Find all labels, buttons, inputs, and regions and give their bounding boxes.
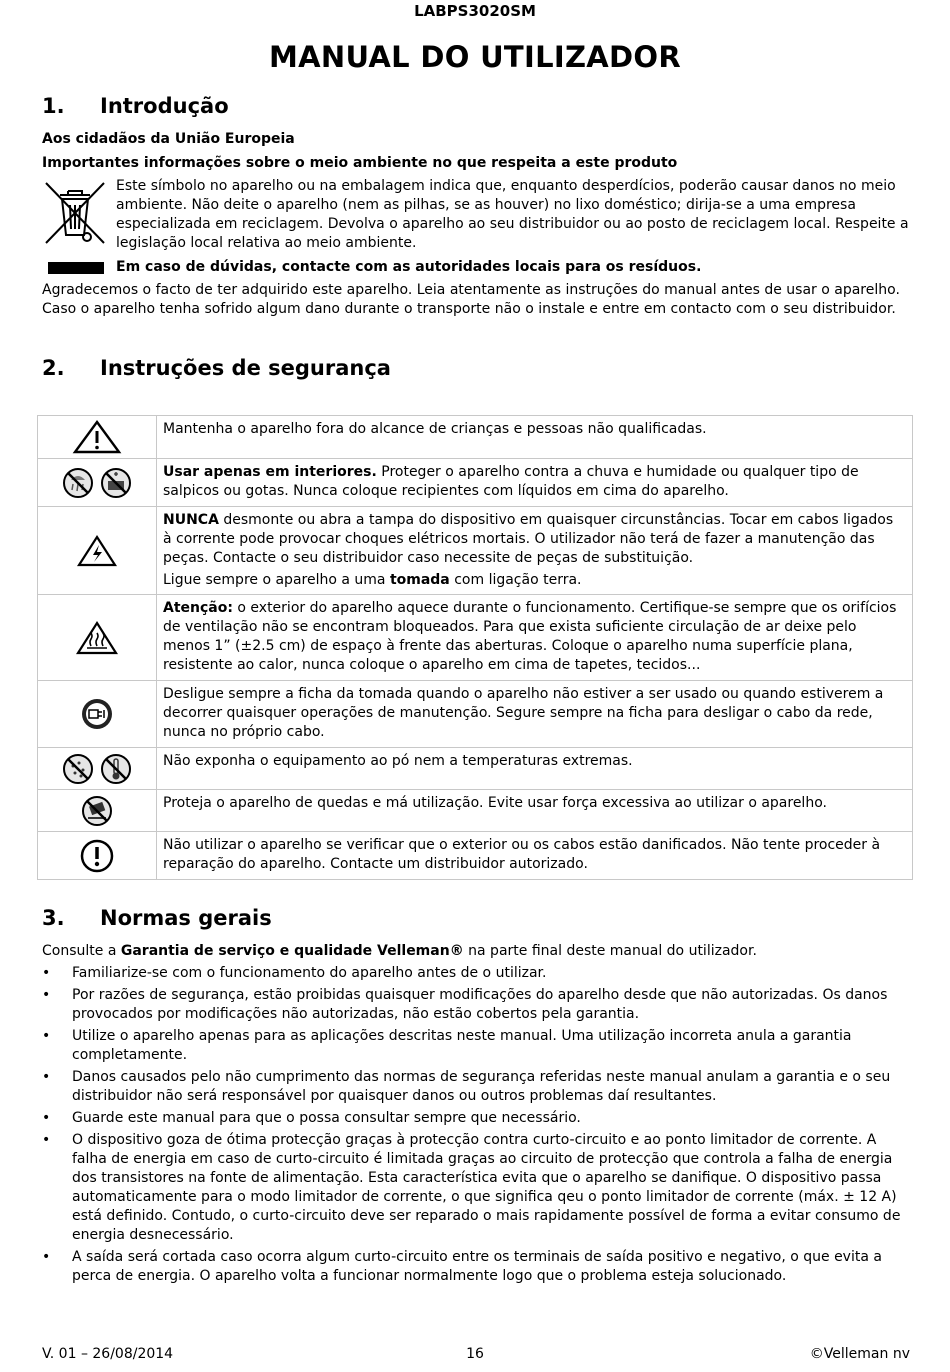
no-dust-icon	[61, 761, 99, 777]
exclamation-circle-icon	[79, 848, 115, 864]
list-item: • Utilize o aparelho apenas para as aplicações descritas neste manual. Uma utilização incorreta anula a garantia completamente.	[42, 1027, 912, 1065]
text-cell	[157, 595, 913, 681]
text-bold: Garantia de serviço e qualidade Velleman®	[120, 943, 464, 959]
model-number: LABPS3020SM	[414, 2, 536, 20]
hot-surface-icon	[75, 630, 119, 646]
no-rain-icon	[61, 475, 99, 491]
text-cell: Não utilizar o aparelho se verificar que o exterior ou os cabos estão danificados. Não tente proceder à reparação do aparelho. Contacte um distribuidor autorizado.	[157, 832, 913, 880]
list-item: • Familiarize-se com o funcionamento do aparelho antes de o utilizar.	[42, 964, 912, 983]
icon-cell	[38, 832, 157, 880]
text-bold: NUNCA	[163, 512, 219, 528]
section-number: 2.	[42, 356, 65, 380]
list-item: • Guarde este manual para que o possa consultar sempre que necessário.	[42, 1109, 912, 1128]
weee-black-bar	[48, 262, 104, 274]
section-title: Normas gerais	[100, 906, 272, 930]
icon-cell	[38, 595, 157, 681]
text-bold: Usar apenas em interiores.	[163, 464, 377, 480]
unplug-icon	[80, 706, 114, 722]
table-row	[38, 595, 913, 681]
text-cell: Desligue sempre a ficha da tomada quando o aparelho não estiver a ser usado ou quando estiverem a decorrer quaisquer operações de manutenção. Segure sempre na ficha para desligar o cabo da rede, nunca no próprio cabo.	[157, 681, 913, 748]
table-row	[38, 507, 913, 595]
section-number: 1.	[42, 94, 65, 118]
subheading-environment: Importantes informações sobre o meio ambiente no que respeita a este produto	[42, 155, 678, 171]
text-normal: Proteger o aparelho contra a chuva e humidade ou qualquer tipo de salpicos ou gotas. Nunca coloque recipientes com líquidos em cima do aparelho.	[163, 464, 859, 499]
icon-cell	[38, 459, 157, 507]
text-normal: Consulte a	[42, 943, 121, 959]
section-2-heading	[42, 356, 391, 380]
warning-triangle-icon	[72, 429, 122, 445]
no-extreme-temperature-icon	[99, 761, 133, 777]
list-item: • Danos causados pelo não cumprimento das normas de segurança referidas neste manual anulam a garantia e o seu distribuidor não será responsável por quaisquer danos ou outros problemas daí resultantes.	[42, 1068, 912, 1106]
weee-bin-icon	[42, 179, 108, 247]
weee-text: Este símbolo no aparelho ou na embalagem indica que, enquanto desperdícios, poderão causar danos no meio ambiente. Não deite o aparelho (nem as pilhas, se as houver) no lixo doméstico; dirija-se a uma empresa especializada em reciclagem. Devolva o aparelho ao seu distribuidor ou ao posto de reciclagem local. Respeite a legislação local relativa ao meio ambiente.	[116, 178, 909, 251]
text-cell: Não exponha o equipamento ao pó nem a temperaturas extremas.	[157, 748, 913, 790]
table-row	[38, 832, 913, 880]
text-normal: na parte final deste manual do utilizador.	[463, 943, 757, 959]
footer-version: V. 01 – 26/08/2014	[42, 1346, 174, 1362]
general-rules-list	[42, 964, 912, 1289]
icon-cell	[38, 790, 157, 832]
list-item: • Por razões de segurança, estão proibidas quaisquer modificações do aparelho desde que não autorizadas. Os danos provocados por modificações não autorizadas, não estão cobertos pela garantia.	[42, 986, 912, 1024]
text-normal: Ligue sempre o aparelho a uma	[163, 572, 390, 588]
section-3-heading	[42, 906, 272, 930]
footer-page-number: 16	[466, 1346, 484, 1362]
icon-cell	[38, 416, 157, 459]
subheading-eu-citizens: Aos cidadãos da União Europeia	[42, 131, 295, 147]
drop-protection-icon	[80, 803, 114, 819]
electric-shock-icon	[76, 543, 118, 559]
text-bold: Atenção:	[163, 600, 233, 616]
text-normal: com ligação terra.	[449, 572, 582, 588]
section-3-intro	[42, 942, 910, 961]
icon-cell	[38, 507, 157, 595]
table-row	[38, 416, 913, 459]
table-row	[38, 459, 913, 507]
thanks-paragraph: Agradecemos o facto de ter adquirido este aparelho. Leia atentamente as instruções do manual antes de usar o aparelho. Caso o aparelho tenha sofrido algum dano durante o transporte não o instale e entre em contacto com o seu distribuidor.	[42, 282, 900, 317]
section-number: 3.	[42, 906, 65, 930]
no-liquids-icon	[99, 475, 133, 491]
text-bold: tomada	[389, 572, 450, 588]
doubts-notice: Em caso de dúvidas, contacte com as autoridades locais para os resíduos.	[116, 259, 702, 275]
section-title: Introdução	[100, 94, 229, 118]
safety-table	[37, 415, 913, 880]
table-row	[38, 748, 913, 790]
text-cell: Proteja o aparelho de quedas e má utilização. Evite usar força excessiva ao utilizar o aparelho.	[157, 790, 913, 832]
section-1-heading	[42, 94, 229, 118]
section-title: Instruções de segurança	[100, 356, 391, 380]
table-row	[38, 681, 913, 748]
text-cell	[157, 507, 913, 595]
document-title: MANUAL DO UTILIZADOR	[269, 40, 681, 74]
icon-cell	[38, 681, 157, 748]
text-normal: o exterior do aparelho aquece durante o funcionamento. Certifique-se sempre que os orifícios de ventilação não se encontram bloqueados. Para que exista suficiente circulação de ar deixe pelo menos 1” (±2.5 cm) de espaço à frente das aberturas. Coloque o aparelho numa superfície plana, resistente ao calor, nunca coloque o aparelho em cima de tapetes, tecidos...	[163, 600, 897, 673]
text-cell: Mantenha o aparelho fora do alcance de crianças e pessoas não qualificadas.	[157, 416, 913, 459]
text-cell	[157, 459, 913, 507]
list-item: • A saída será cortada caso ocorra algum curto-circuito entre os terminais de saída positivo e negativo, o que evita a perca de energia. O aparelho volta a funcionar normalmente logo que o problema esteja solucionado.	[42, 1248, 912, 1286]
footer-copyright: ©Velleman nv	[809, 1346, 910, 1362]
icon-cell	[38, 748, 157, 790]
text-normal: desmonte ou abra a tampa do dispositivo em quaisquer circunstâncias. Tocar em cabos ligados à corrente pode provocar choques elétricos mortais. O utilizador não terá de fazer a manutenção das peças. Contacte o seu distribuidor caso necessite de peças de substituição.	[163, 512, 894, 566]
table-row	[38, 790, 913, 832]
list-item: • O dispositivo goza de ótima protecção graças à protecção contra curto-circuito e ao ponto limitador de corrente. A falha de energia em caso de curto-circuito é limitada graças ao circuito de protecção que controla a falha de energia dos transistores na fonte de alimentação. Esta característica evita que o aparelho se danifique. O dispositivo passa automaticamente para o modo limitador de corrente, o que significa qeu o ponto limitador de corrente (máx. ± 12 A) está definido. Contudo, o curto-circuito deve ser reparado o mais rapidamente possível de forma a evitar consumo de energia desnecessário.	[42, 1131, 912, 1245]
